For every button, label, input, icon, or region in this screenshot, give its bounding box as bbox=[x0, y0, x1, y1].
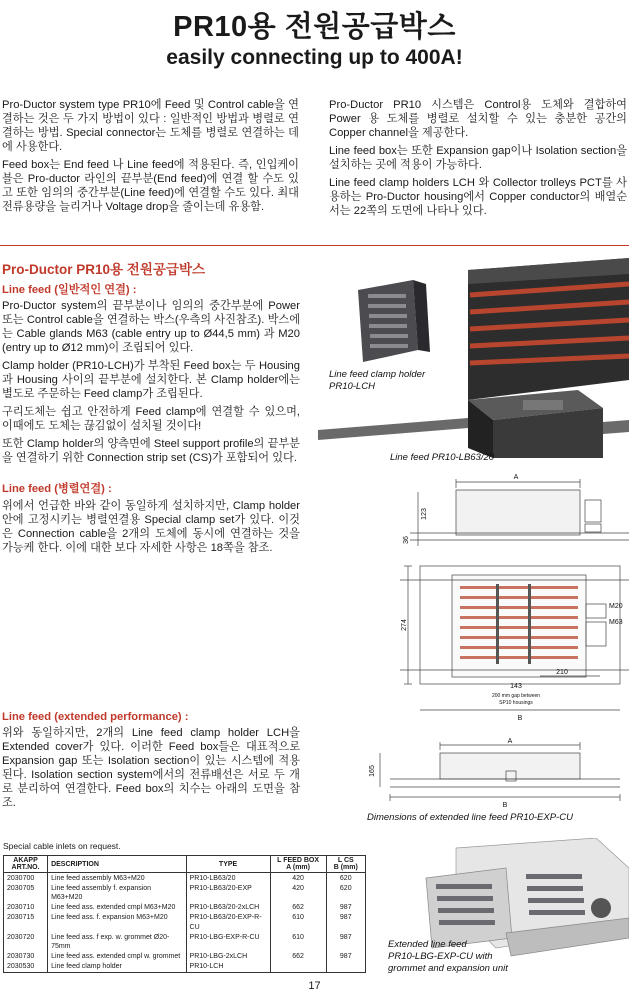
intro-left-column bbox=[2, 98, 299, 218]
cell-description: Line feed clamp holder bbox=[48, 962, 186, 973]
cell-b: 620 bbox=[326, 873, 365, 884]
parallel-feed-block bbox=[2, 480, 300, 559]
clamp-holder-illustration bbox=[358, 280, 430, 362]
dim-36-label: 36 bbox=[403, 536, 410, 544]
parallel-feed-heading: Line feed (병렬연결) : bbox=[2, 483, 112, 495]
general-feed-paragraph: Clamp holder (PR10-LCH)가 부착된 Feed box는 두 Housing 과 Housing 사이의 끝부분에 설치한다. 본 Clamp holder에는 별도로 주문하는 Feed clamp가 조립된다. bbox=[2, 360, 300, 400]
page-title: PR10용 전원공급박스 bbox=[173, 11, 456, 43]
header-a: L FEED BOX A (mm) bbox=[270, 856, 326, 873]
cell-art: 2030705 bbox=[4, 883, 48, 902]
general-feed-block bbox=[2, 281, 300, 469]
cell-b: 987 bbox=[326, 903, 365, 913]
cell-type: PR10-LB63/20-2xLCH bbox=[186, 903, 270, 913]
table-row bbox=[4, 873, 366, 884]
cell-a: 662 bbox=[270, 952, 326, 962]
general-feed-heading: Line feed (일반적인 연결) : bbox=[2, 284, 137, 296]
cell-description: Line feed ass. f. expansion M63+M20 bbox=[48, 913, 186, 932]
cell-b: 987 bbox=[326, 913, 365, 932]
cell-type: PR10-LB63/20-EXP-R-CU bbox=[186, 913, 270, 932]
cell-art: 2030530 bbox=[4, 962, 48, 973]
general-feed-paragraph: 또한 Clamp holder의 양측면에 Steel support profile의 끝부분을 연결하기 위한 Connection strip set (CS)가 포함되어 있다. bbox=[2, 438, 300, 464]
section-title: Pro-Ductor PR10용 전원공급박스 bbox=[2, 262, 206, 277]
header-description: DESCRIPTION bbox=[48, 856, 186, 873]
dim-b-label: B bbox=[517, 715, 523, 722]
cell-art: 2030715 bbox=[4, 913, 48, 932]
cell-a: 610 bbox=[270, 932, 326, 951]
cell-art: 2030720 bbox=[4, 932, 48, 951]
page-subtitle: easily connecting up to 400A! bbox=[166, 46, 463, 69]
cell-b: 987 bbox=[326, 952, 365, 962]
lb63-caption: Line feed PR10-LB63/20 bbox=[390, 452, 495, 463]
cell-description: Line feed ass. f exp. w. grommet Ø20-75mm bbox=[48, 932, 186, 951]
dim-a-label: A bbox=[513, 474, 519, 481]
general-feed-paragraph: 구리도체는 쉽고 안전하게 Feed clamp에 연결할 수 있으며, 이때에도 도체는 끊김없이 설치될 것이다! bbox=[2, 406, 300, 432]
clamp-holder-caption-1: Line feed clamp holder bbox=[329, 369, 426, 380]
gap-note-2: SP10 housings bbox=[499, 700, 533, 706]
intro-left-paragraph: Feed box는 End feed 나 Line feed에 적용된다. 즉, 인입케이블은 Pro-ductor 라인의 끝부분(End feed)에 연결 할 수도 있고 또한 임의의 중간부분(Line feed)에 연결할 수도 있다. 최대 전류용량을 늘리거나 Voltage drop을 줄이는데 유용함. bbox=[2, 159, 299, 213]
dim-165-label: 165 bbox=[369, 765, 376, 777]
clamp-holder-caption-2: PR10-LCH bbox=[329, 381, 375, 392]
intro-right-paragraph: Pro-Ductor PR10 시스템은 Control용 도체와 결합하여 Power 용 도체를 병렬로 설치할 수 있는 충분한 공간의 Copper channel을 제공한다. bbox=[329, 99, 627, 139]
extended-feed-block bbox=[2, 711, 300, 814]
product-table bbox=[3, 855, 366, 973]
intro-right-paragraph: Line feed clamp holders LCH 와 Collector trolleys PCT를 사용하는 Pro-Ductor housing에서 Copper conductor의 배열순서는 22쪽의 도면에 나타나 있다. bbox=[329, 177, 627, 217]
cell-description: Line feed assembly f. expansion M63+M20 bbox=[48, 883, 186, 902]
cell-type: PR10-LCH bbox=[186, 962, 270, 973]
cell-description: Line feed ass. extended cmpl w. grommet bbox=[48, 952, 186, 962]
intro-left-paragraph: Pro-Ductor system type PR10에 Feed 및 Control cable을 연결하는 것은 두 가지 방법이 있다 : 일반적인 방법과 병렬로 연결하는 방법. Special connector는 도체를 병렬로 연결하는 데에 사용한다. bbox=[2, 99, 299, 153]
extended-dims-caption: Dimensions of extended line feed PR10-EXP-CU bbox=[367, 812, 573, 823]
table-row bbox=[4, 932, 366, 951]
extended-feed-paragraph: 위와 동일하지만, 2개의 Line feed clamp holder LCH을 Extended cover가 있다. 이러한 Feed box들은 대표적으로 Expansion gap 또는 Isolation section이 있는 시스템에 적용된다. Isolation section system에서의 전류배선은 서로 두 개로 분리하여 연결한다. Feed box의 치수는 아래의 도면을 참조. bbox=[2, 727, 300, 809]
m20-label: M20 bbox=[609, 603, 623, 610]
table-row bbox=[4, 903, 366, 913]
cell-description: Line feed assembly M63+M20 bbox=[48, 873, 186, 884]
extended-feed-drawing bbox=[360, 735, 629, 810]
cell-a: 420 bbox=[270, 883, 326, 902]
extended-photo-caption-1: Extended line feed bbox=[388, 939, 467, 950]
cell-a bbox=[270, 962, 326, 973]
dim-210-label: 210 bbox=[556, 669, 568, 676]
gap-note-1: 200 mm gap between bbox=[491, 693, 541, 699]
cell-type: PR10-LBG-EXP-R-CU bbox=[186, 932, 270, 951]
header-b: L CS B (mm) bbox=[326, 856, 365, 873]
extended-photo-caption-3: grommet and expansion unit bbox=[388, 963, 508, 974]
ext-dim-b-label: B bbox=[502, 802, 508, 809]
cell-a: 662 bbox=[270, 903, 326, 913]
cell-type: PR10-LB63/20 bbox=[186, 873, 270, 884]
table-header-row bbox=[4, 856, 366, 873]
cell-art: 2030710 bbox=[4, 903, 48, 913]
cell-a: 420 bbox=[270, 873, 326, 884]
header-art: AKAPP ART.NO. bbox=[4, 856, 48, 873]
dim-123-label: 123 bbox=[421, 508, 428, 520]
general-feed-paragraph: Pro-Ductor system의 끝부분이나 임의의 중간부분에 Power 또는 Control cable을 연결하는 박스(우측의 사진참조). 박스에는 Cable glands M63 (cable entry up to Ø44,5 mm) 과 M20 (entry up to Ø12 mm)이 조립되어 있다. bbox=[2, 300, 300, 354]
m63-label: M63 bbox=[609, 619, 623, 626]
extended-photo-caption-2: PR10-LBG-EXP-CU with bbox=[388, 951, 493, 962]
dim-143-label: 143 bbox=[510, 683, 522, 690]
intro-right-column bbox=[329, 98, 627, 222]
cell-art: 2030700 bbox=[4, 873, 48, 884]
intro-right-paragraph: Line feed box는 또한 Expansion gap이나 Isolation section을 설치하는 곳에 적용이 가능하다. bbox=[329, 145, 627, 171]
table-row bbox=[4, 883, 366, 902]
ext-dim-a-label: A bbox=[507, 738, 513, 745]
cell-b: 620 bbox=[326, 883, 365, 902]
extended-feed-heading: Line feed (extended performance) : bbox=[2, 711, 189, 723]
table-row bbox=[4, 962, 366, 973]
cell-art: 2030730 bbox=[4, 952, 48, 962]
cell-b bbox=[326, 962, 365, 973]
line-feed-photo bbox=[318, 250, 629, 458]
section-divider bbox=[0, 245, 629, 246]
header-type: TYPE bbox=[186, 856, 270, 873]
cell-description: Line feed ass. extended cmpl M63+M20 bbox=[48, 903, 186, 913]
table-row bbox=[4, 913, 366, 932]
cell-b: 987 bbox=[326, 932, 365, 951]
feed-box-drawing bbox=[400, 470, 629, 722]
cell-type: PR10-LB63/20-EXP bbox=[186, 883, 270, 902]
dim-274-label: 274 bbox=[401, 619, 408, 631]
table-note: Special cable inlets on request. bbox=[3, 841, 121, 851]
cell-type: PR10-LBG-2xLCH bbox=[186, 952, 270, 962]
table-row bbox=[4, 952, 366, 962]
parallel-feed-paragraph: 위에서 언급한 바와 같이 동일하게 설치하지만, Clamp holder 안에 고정시키는 병렬연결용 Special clamp set가 있다. 이것은 Connection cable을 2개의 도체에 동시에 연결하는 것을 가능케 한다. 이에 대한 보다 자세한 사항은 18쪽을 참조. bbox=[2, 500, 300, 554]
page-number: 17 bbox=[308, 980, 321, 992]
cell-a: 610 bbox=[270, 913, 326, 932]
